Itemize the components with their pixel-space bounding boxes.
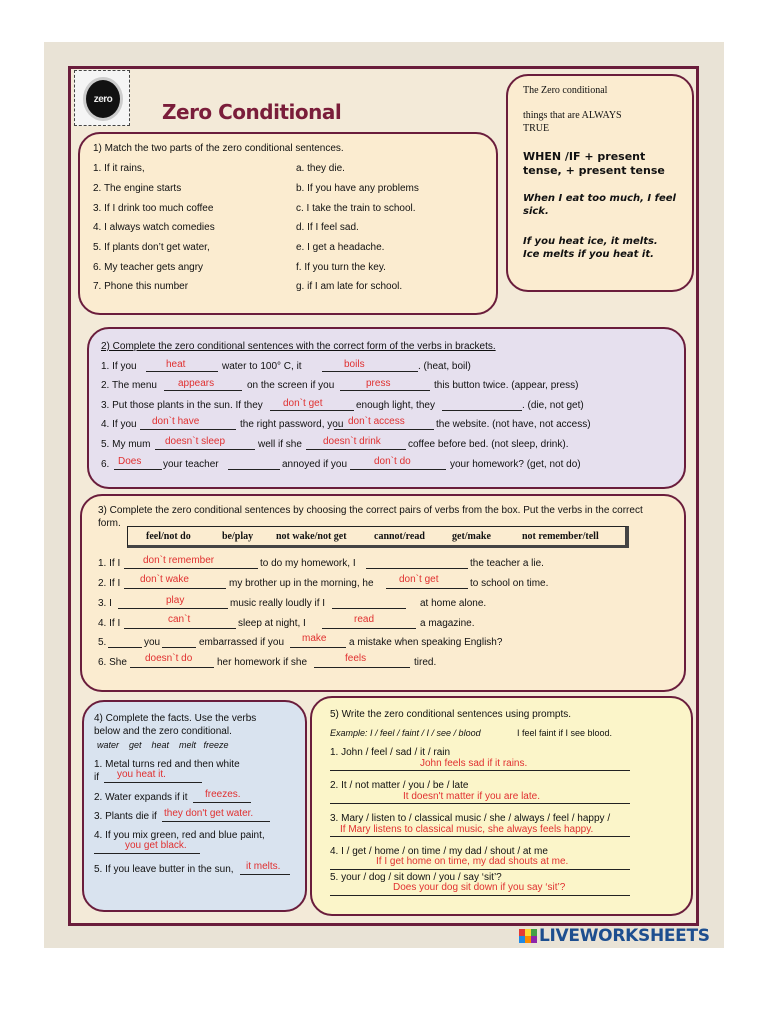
ex3-s6-answer1[interactable]: doesn`t do [145, 653, 193, 664]
info-example1b: sick. [523, 206, 549, 217]
ex4-s1-part-b: if [94, 772, 99, 783]
ex3-s5-answer2[interactable]: make [302, 633, 327, 644]
exercise5-example-answer: I feel faint if I see blood. [517, 728, 613, 738]
ex3-s6-answer2[interactable]: feels [345, 653, 367, 664]
ex3-s3-part-b: music really loudly if I [230, 598, 326, 609]
ex3-s3-answer1[interactable]: play [166, 595, 185, 606]
liveworksheets-icon [519, 929, 537, 943]
ex2-s6-answer1[interactable]: Does [118, 456, 142, 467]
ex3-s1-part-b: to do my homework, I [260, 558, 356, 569]
ex3-s3-blank1[interactable] [118, 608, 228, 609]
ex3-s6-part-b: her homework if she [217, 657, 308, 668]
ex2-s4-answer2[interactable]: don`t access [348, 416, 405, 427]
ex5-answer-1[interactable]: John feels sad if it rains. [420, 758, 528, 769]
ex1-right-d: d. If I feel sad. [296, 222, 359, 233]
verb-pair-1: feel/not do [146, 531, 191, 542]
ex4-s1-part-a: 1. Metal turns red and then white [94, 759, 240, 770]
ex3-s6-blank2[interactable] [314, 667, 410, 668]
exercise1-instruction: 1) Match the two parts of the zero conditional sentences. [93, 143, 344, 154]
ex1-left-7: 7. Phone this number [93, 281, 189, 292]
ex2-s3-answer1[interactable]: don`t get [283, 398, 323, 409]
ex2-s1-answer1[interactable]: heat [166, 359, 186, 370]
info-example1a: When I eat too much, I feel [523, 193, 676, 204]
ex3-s2-answer2[interactable]: don`t get [399, 574, 439, 585]
ex2-s1-part-b: water to 100° C, it [222, 361, 302, 372]
ex2-s6-blank2[interactable] [350, 469, 446, 470]
page-title: Zero Conditional [162, 100, 342, 124]
ex3-s5-part-d: a mistake when speaking English? [349, 637, 503, 648]
liveworksheets-text: LIVEWORKSHEETS [539, 926, 710, 946]
ex3-s6-part-c: tired. [414, 657, 437, 668]
ex3-s4-blank2[interactable] [322, 628, 416, 629]
ex3-s6-part-a: 6. She [98, 657, 127, 668]
ex3-s4-part-c: a magazine. [420, 618, 475, 629]
ex5-answer-line-3[interactable] [330, 836, 630, 837]
ex4-s4-answer[interactable]: you get black. [125, 840, 187, 851]
ex3-s5-blank-middle[interactable] [162, 647, 196, 648]
ex2-s6-part-c: annoyed if you [282, 459, 348, 470]
ex2-s1-blank1[interactable] [146, 371, 218, 372]
ex1-left-2: 2. The engine starts [93, 183, 182, 194]
ex5-prompt-1: 1. John / feel / sad / it / rain [330, 747, 451, 758]
ex3-s1-blank2[interactable] [366, 568, 468, 569]
ex2-s6-part-a: 6. [101, 459, 110, 470]
ex2-s6-blank-middle[interactable] [228, 469, 280, 470]
ex5-answer-line-1[interactable] [330, 770, 630, 771]
ex4-s3-answer[interactable]: they don't get water. [164, 808, 254, 819]
info-heading: The Zero conditional [523, 85, 608, 96]
ex2-s5-blank2[interactable] [306, 449, 406, 450]
ex5-answer-2[interactable]: It doesn't matter if you are late. [403, 791, 540, 802]
ex3-s5-part-b: you [144, 637, 161, 648]
ex4-s3-text: 3. Plants die if [94, 811, 157, 822]
ex2-s4-part-a: 4. If you [101, 419, 137, 430]
ex2-s5-part-a: 5. My mum [101, 439, 151, 450]
ex2-s2-part-c: this button twice. (appear, press) [434, 380, 579, 391]
ex2-s4-answer1[interactable]: don`t have [152, 416, 200, 427]
ex5-prompt-4: 4. I / get / home / on time / my dad / shout / at me [330, 846, 548, 857]
ex2-s3-part-c: . (die, not get) [522, 400, 584, 411]
ex2-s2-blank1[interactable] [164, 390, 242, 391]
ex3-s3-part-c: at home alone. [420, 598, 487, 609]
exercise5-example-prompt: Example: I / feel / faint / I / see / blood [330, 728, 481, 738]
ex1-right-e: e. I get a headache. [296, 242, 385, 253]
ex2-s2-blank2[interactable] [340, 390, 430, 391]
ex2-s3-blank2[interactable] [442, 410, 522, 411]
ex4-s2-blank[interactable] [193, 802, 251, 803]
exercise3-instruction-line2: form. [98, 518, 121, 529]
verb-pair-5: get/make [452, 531, 491, 542]
ex2-s1-blank2[interactable] [322, 371, 418, 372]
ex5-answer-line-4[interactable] [330, 869, 630, 870]
ex3-s5-part-a: 5. [98, 637, 107, 648]
ex3-s1-blank1[interactable] [124, 568, 258, 569]
ex1-right-f: f. If you turn the key. [296, 262, 386, 273]
ex2-s6-blank1[interactable] [114, 469, 162, 470]
ex3-s4-part-b: sleep at night, I [238, 618, 306, 629]
ex3-s1-part-a: 1. If I [98, 558, 121, 569]
ex3-s2-blank2[interactable] [386, 588, 468, 589]
ex1-left-3: 3. If I drink too much coffee [93, 203, 214, 214]
ex5-prompt-3: 3. Mary / listen to / classical music / she / always / feel / happy / [330, 813, 611, 824]
zero-logo [74, 70, 130, 126]
info-example2a: If you heat ice, it melts. [523, 236, 658, 247]
exercise4-instruction-line2: below and the zero conditional. [94, 726, 232, 737]
ex2-s6-answer2[interactable]: don`t do [374, 456, 411, 467]
ex1-left-1: 1. If it rains, [93, 163, 145, 174]
verb-pair-4: cannot/read [374, 531, 425, 542]
ex3-s2-part-b: my brother up in the morning, he [229, 578, 374, 589]
ex4-s2-answer[interactable]: freezes. [205, 789, 241, 800]
ex2-s1-part-a: 1. If you [101, 361, 137, 372]
ex2-s2-part-b: on the screen if you [247, 380, 335, 391]
ex4-s5-answer[interactable]: it melts. [246, 861, 281, 872]
exercise4-verb-list: water get heat melt freeze [97, 740, 229, 750]
ex5-prompt-2: 2. It / not matter / you / be / late [330, 780, 469, 791]
ex4-s3-blank[interactable] [162, 821, 270, 822]
ex2-s4-blank1[interactable] [140, 429, 236, 430]
ex4-s2-text: 2. Water expands if it [94, 792, 188, 803]
ex2-s1-answer2[interactable]: boils [344, 359, 365, 370]
ex3-s2-blank1[interactable] [124, 588, 226, 589]
info-line2: TRUE [523, 123, 550, 134]
ex3-s2-answer1[interactable]: don`t wake [140, 574, 189, 585]
ex4-s4-text: 4. If you mix green, red and blue paint, [94, 830, 265, 841]
ex2-s5-part-c: coffee before bed. (not sleep, drink). [408, 439, 569, 450]
ex5-answer-line-5[interactable] [330, 895, 630, 896]
ex3-s1-answer1[interactable]: don`t remember [143, 555, 215, 566]
exercise2-instruction: 2) Complete the zero conditional sentences with the correct form of the verbs in brackets. [101, 341, 496, 352]
exercise4-instruction-line1: 4) Complete the facts. Use the verbs [94, 713, 257, 724]
ex5-prompt-5: 5. your / dog / sit down / you / say ‘sit’? [330, 872, 502, 883]
ex1-right-a: a. they die. [296, 163, 345, 174]
ex3-s2-part-c: to school on time. [470, 578, 549, 589]
ex2-s2-answer1[interactable]: appears [178, 378, 215, 389]
ex5-answer-5[interactable]: Does your dog sit down if you say ‘sit’? [393, 882, 566, 893]
exercise5-instruction: 5) Write the zero conditional sentences using prompts. [330, 709, 572, 720]
ex2-s2-part-a: 2. The menu [101, 380, 157, 391]
ex1-left-4: 4. I always watch comedies [93, 222, 215, 233]
verb-pairs-box [127, 526, 629, 548]
ex3-s4-answer2[interactable]: read [354, 614, 375, 625]
ex1-left-6: 6. My teacher gets angry [93, 262, 204, 273]
ex2-s3-part-b: enough light, they [356, 400, 435, 411]
zero-logo-icon: zero [83, 77, 123, 121]
ex3-s5-part-c: embarrassed if you [199, 637, 285, 648]
ex3-s4-part-a: 4. If I [98, 618, 121, 629]
ex3-s1-part-c: the teacher a lie. [470, 558, 544, 569]
ex1-left-5: 5. If plants don’t get water, [93, 242, 210, 253]
ex2-s5-part-b: well if she [258, 439, 302, 450]
ex2-s4-part-c: the website. (not have, not access) [436, 419, 591, 430]
verb-pair-2: be/play [222, 531, 254, 542]
ex2-s2-answer2[interactable]: press [366, 378, 391, 389]
ex3-s3-blank2[interactable] [332, 608, 406, 609]
ex1-right-b: b. If you have any problems [296, 183, 419, 194]
ex4-s4-blank[interactable] [94, 853, 200, 854]
ex2-s4-blank2[interactable] [334, 429, 434, 430]
ex1-right-g: g. if I am late for school. [296, 281, 403, 292]
ex5-answer-line-2[interactable] [330, 803, 630, 804]
ex3-s2-part-a: 2. If I [98, 578, 121, 589]
ex4-s1-blank[interactable] [104, 782, 202, 783]
ex3-s5-blank1[interactable] [108, 647, 142, 648]
verb-pair-6: not remember/tell [522, 531, 599, 542]
ex2-s3-part-a: 3. Put those plants in the sun. If they [101, 400, 263, 411]
ex2-s5-answer2[interactable]: doesn`t drink [323, 436, 381, 447]
ex3-s4-answer1[interactable]: can`t [168, 614, 191, 625]
info-formula2: tense, + present tense [523, 164, 665, 177]
ex5-answer-4[interactable]: If I get home on time, my dad shouts at me. [376, 856, 569, 867]
ex4-s1-answer[interactable]: you heat it. [117, 769, 166, 780]
ex3-s6-blank1[interactable] [130, 667, 214, 668]
verb-pair-3: not wake/not get [276, 531, 347, 542]
ex3-s3-part-a: 3. I [98, 598, 112, 609]
ex1-right-c: c. I take the train to school. [296, 203, 416, 214]
ex3-s4-blank1[interactable] [124, 628, 236, 629]
ex4-s5-blank[interactable] [240, 874, 290, 875]
liveworksheets-logo[interactable] [519, 926, 710, 946]
ex2-s4-part-b: the right password, you [240, 419, 344, 430]
ex2-s3-blank1[interactable] [270, 410, 354, 411]
ex5-answer-3[interactable]: If Mary listens to classical music, she always feels happy. [340, 824, 594, 835]
info-formula1: WHEN /IF + present [523, 150, 646, 163]
ex2-s6-part-d: your homework? (get, not do) [450, 459, 581, 470]
ex4-s5-text: 5. If you leave butter in the sun, [94, 864, 234, 875]
ex2-s6-part-b: your teacher [163, 459, 219, 470]
ex2-s5-blank1[interactable] [155, 449, 255, 450]
ex3-s5-blank2[interactable] [290, 647, 346, 648]
exercise3-instruction-line1: 3) Complete the zero conditional sentences by choosing the correct pairs of verbs from the box. Put the verbs in the correct [98, 505, 643, 516]
info-line1: things that are ALWAYS [523, 110, 622, 121]
ex2-s5-answer1[interactable]: doesn`t sleep [165, 436, 226, 447]
ex2-s1-part-c: . (heat, boil) [418, 361, 471, 372]
info-example2b: Ice melts if you heat it. [523, 249, 654, 260]
